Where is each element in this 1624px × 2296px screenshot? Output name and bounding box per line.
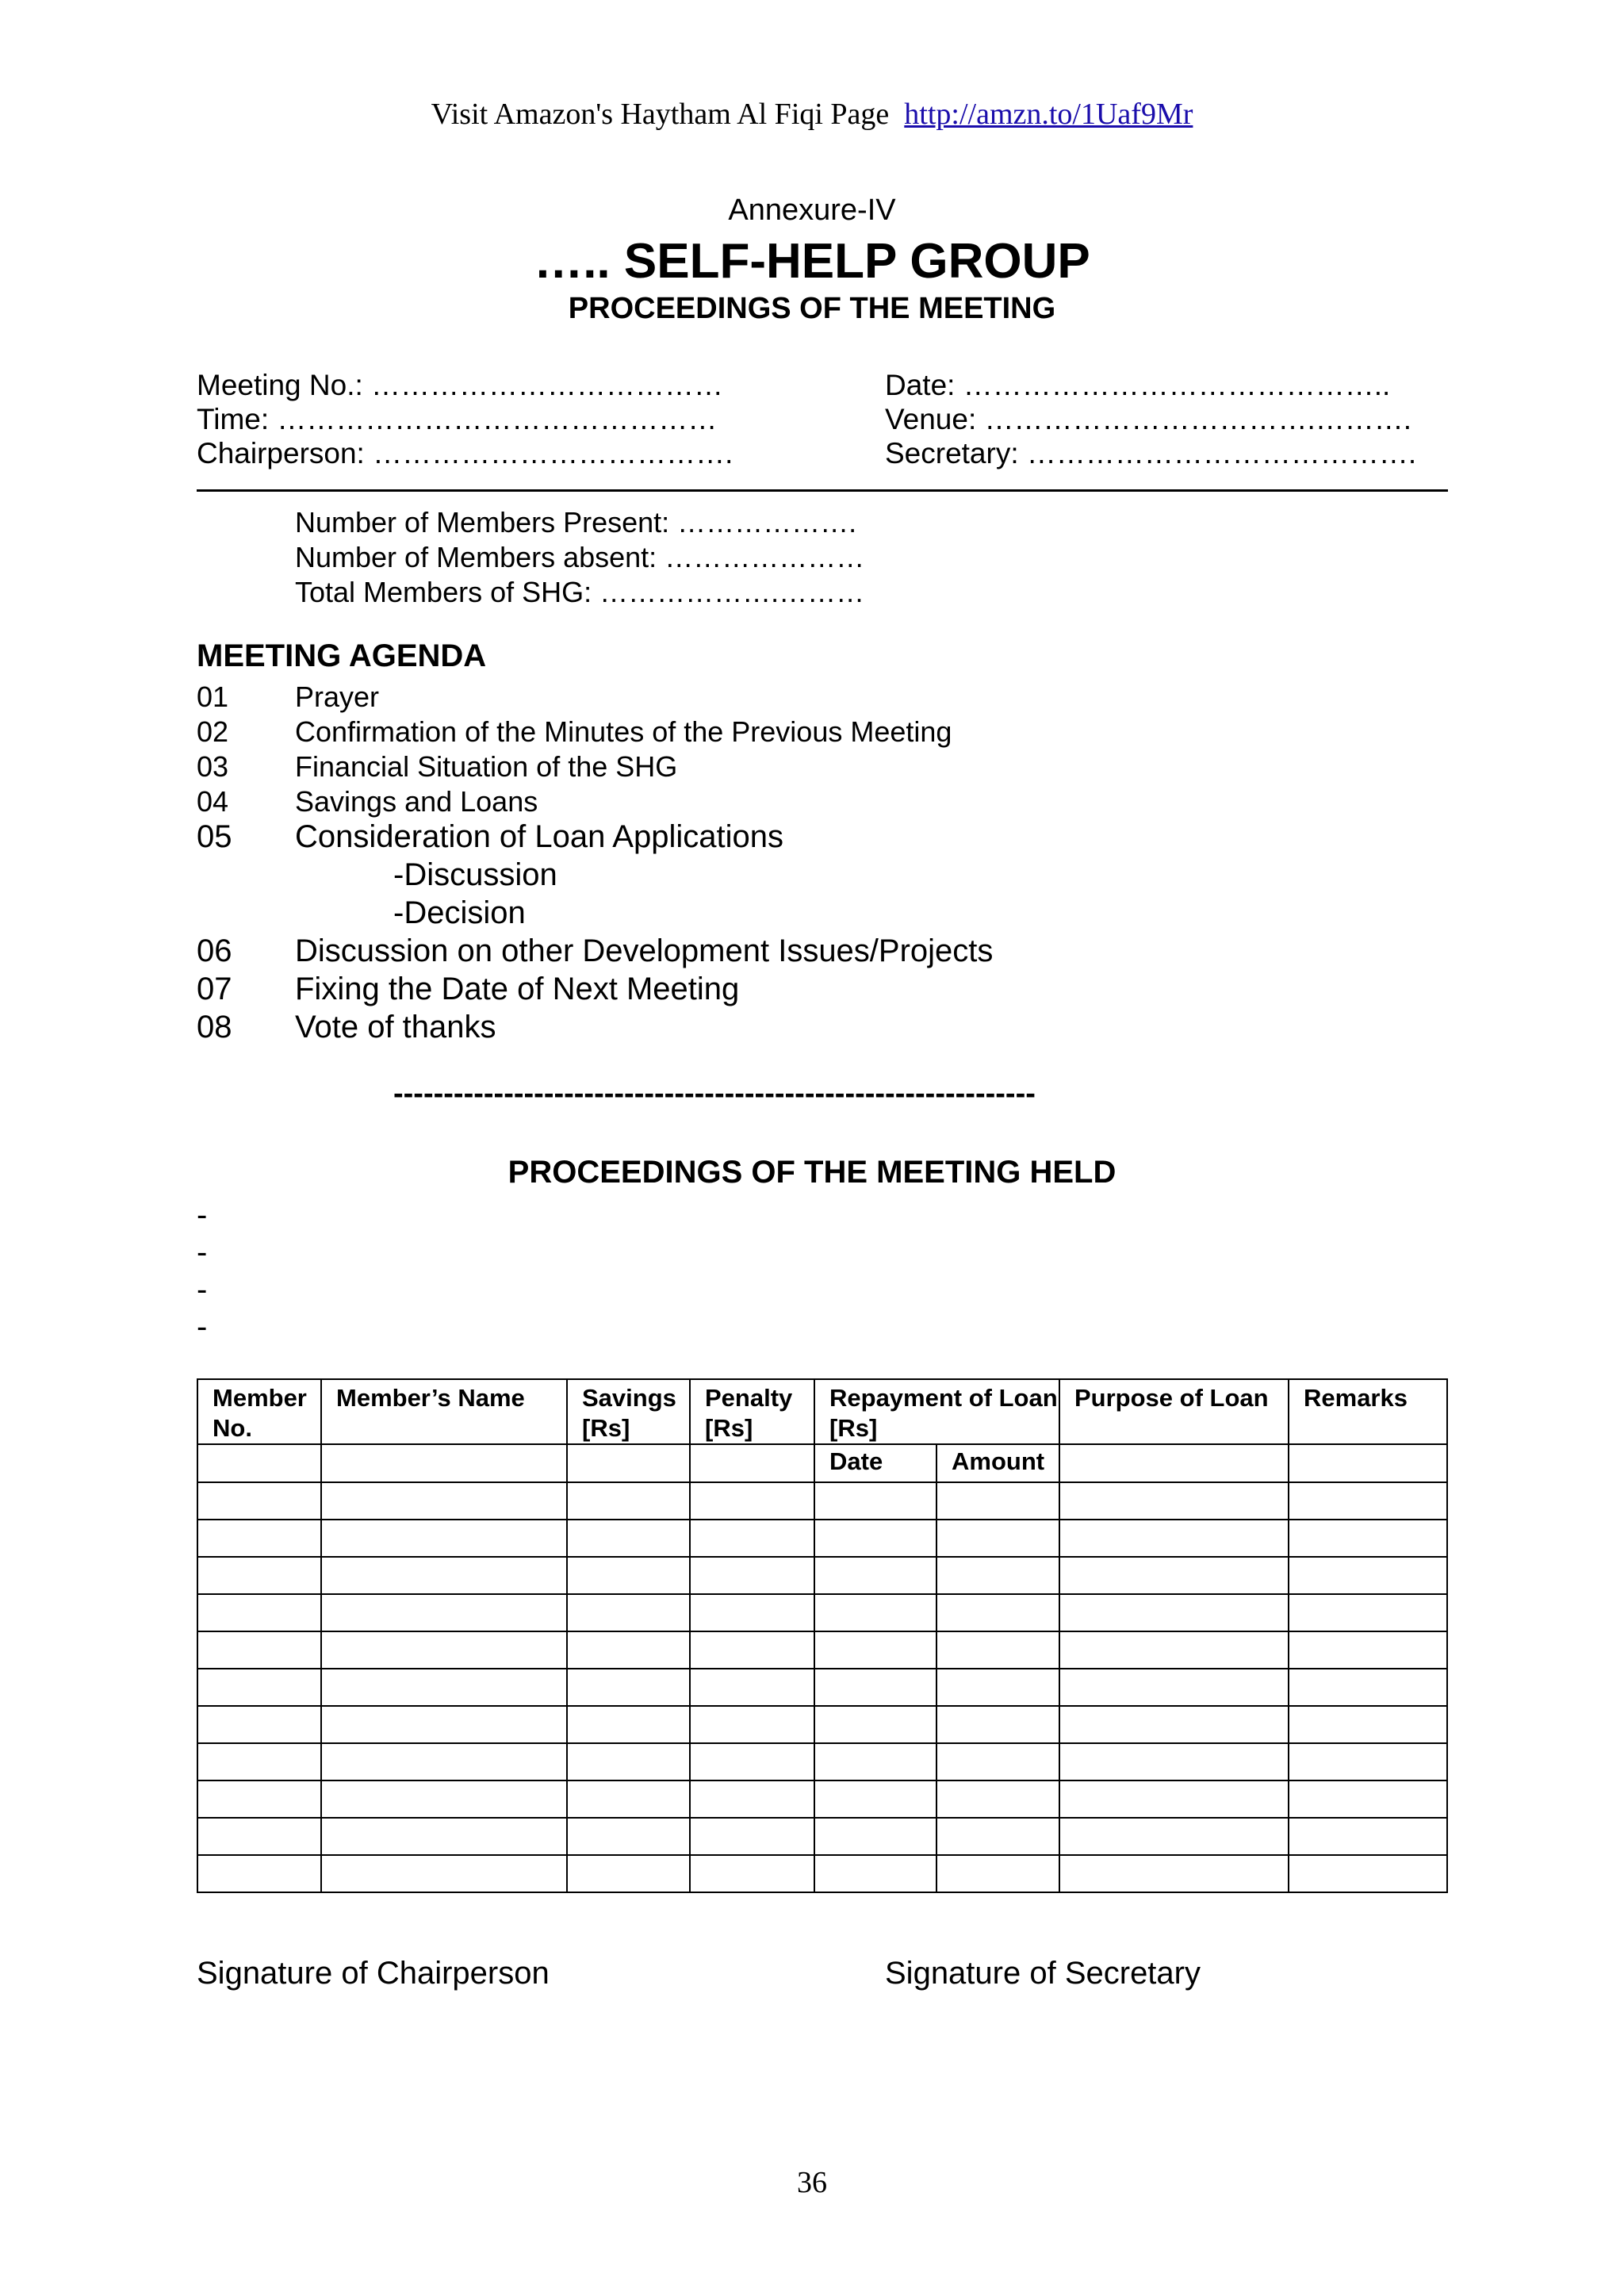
table-cell[interactable] bbox=[321, 1631, 567, 1669]
table-cell[interactable] bbox=[1059, 1594, 1289, 1631]
table-cell[interactable] bbox=[1059, 1444, 1289, 1482]
table-cell[interactable] bbox=[1059, 1557, 1289, 1594]
table-row bbox=[197, 1855, 1447, 1892]
table-header-row bbox=[197, 1379, 1447, 1444]
table-cell[interactable] bbox=[1059, 1855, 1289, 1892]
table-cell[interactable] bbox=[197, 1818, 321, 1855]
header-purpose: Purpose of Loan bbox=[1059, 1379, 1289, 1444]
table-cell[interactable] bbox=[197, 1594, 321, 1631]
agenda-number: 05 bbox=[197, 819, 232, 854]
table-cell[interactable] bbox=[814, 1520, 936, 1557]
table-cell[interactable] bbox=[1059, 1780, 1289, 1818]
agenda-subitem: -Decision bbox=[393, 895, 526, 930]
table-row bbox=[197, 1594, 1447, 1631]
table-cell[interactable] bbox=[1289, 1520, 1447, 1557]
table-cell[interactable] bbox=[321, 1594, 567, 1631]
table-cell[interactable] bbox=[690, 1557, 814, 1594]
member-table bbox=[197, 1378, 1448, 1893]
table-cell[interactable] bbox=[690, 1520, 814, 1557]
table-row bbox=[197, 1557, 1447, 1594]
bullet-line: - bbox=[197, 1272, 208, 1307]
table-cell[interactable] bbox=[690, 1594, 814, 1631]
table-cell[interactable] bbox=[567, 1706, 690, 1743]
table-row bbox=[197, 1706, 1447, 1743]
table-body bbox=[197, 1482, 1447, 1892]
bullet-line: - bbox=[197, 1309, 208, 1344]
table-cell[interactable] bbox=[814, 1706, 936, 1743]
table-row bbox=[197, 1631, 1447, 1669]
time-field: Time: ……………………………………… bbox=[197, 403, 718, 435]
agenda-number: 06 bbox=[197, 933, 232, 968]
table-cell[interactable] bbox=[936, 1520, 1059, 1557]
signature-chairperson: Signature of Chairperson bbox=[197, 1956, 550, 1991]
table-cell[interactable] bbox=[321, 1520, 567, 1557]
table-cell[interactable] bbox=[321, 1855, 567, 1892]
secretary-field: Secretary: …………………………………. bbox=[885, 437, 1417, 470]
table-cell[interactable] bbox=[814, 1669, 936, 1706]
table-cell[interactable] bbox=[197, 1444, 321, 1482]
table-cell[interactable] bbox=[197, 1855, 321, 1892]
table-row bbox=[197, 1669, 1447, 1706]
table-cell[interactable] bbox=[814, 1743, 936, 1780]
venue-field: Venue: …………………………….………. bbox=[885, 403, 1412, 435]
table-cell[interactable] bbox=[936, 1594, 1059, 1631]
table-cell[interactable] bbox=[1289, 1557, 1447, 1594]
table-cell[interactable] bbox=[814, 1780, 936, 1818]
table-cell[interactable] bbox=[567, 1855, 690, 1892]
header-prefix: Visit Amazon's Haytham Al Fiqi Page bbox=[431, 98, 890, 131]
table-row bbox=[197, 1482, 1447, 1520]
table-cell[interactable] bbox=[690, 1631, 814, 1669]
table-cell[interactable] bbox=[936, 1631, 1059, 1669]
table-cell[interactable] bbox=[321, 1482, 567, 1520]
table-cell[interactable] bbox=[1059, 1818, 1289, 1855]
table-cell[interactable] bbox=[321, 1780, 567, 1818]
table-cell[interactable] bbox=[690, 1855, 814, 1892]
table-cell[interactable] bbox=[1289, 1780, 1447, 1818]
agenda-subitem: -Discussion bbox=[393, 857, 557, 892]
table-cell[interactable] bbox=[1059, 1631, 1289, 1669]
table-cell[interactable] bbox=[197, 1743, 321, 1780]
table-cell[interactable] bbox=[936, 1482, 1059, 1520]
table-cell[interactable] bbox=[197, 1669, 321, 1706]
subheader-date: Date bbox=[814, 1444, 936, 1482]
table-cell[interactable] bbox=[567, 1482, 690, 1520]
table-cell[interactable] bbox=[321, 1818, 567, 1855]
table-cell[interactable] bbox=[936, 1706, 1059, 1743]
table-cell[interactable] bbox=[567, 1594, 690, 1631]
table-cell[interactable] bbox=[1289, 1594, 1447, 1631]
agenda-heading: MEETING AGENDA bbox=[197, 638, 487, 673]
table-cell[interactable] bbox=[814, 1557, 936, 1594]
table-cell[interactable] bbox=[567, 1631, 690, 1669]
table-row bbox=[197, 1743, 1447, 1780]
bullet-line: - bbox=[197, 1235, 208, 1270]
table-cell[interactable] bbox=[567, 1557, 690, 1594]
agenda-number: 07 bbox=[197, 972, 232, 1006]
header-member-no: Member No. bbox=[197, 1379, 321, 1444]
agenda-number: 08 bbox=[197, 1010, 232, 1045]
table-cell[interactable] bbox=[1059, 1482, 1289, 1520]
table-cell[interactable] bbox=[567, 1520, 690, 1557]
table-cell[interactable] bbox=[690, 1669, 814, 1706]
separator-line: ---------------------------------------------------------------- bbox=[393, 1077, 1036, 1110]
proceedings-held-heading: PROCEEDINGS OF THE MEETING HELD bbox=[508, 1155, 1116, 1190]
table-cell[interactable] bbox=[1289, 1706, 1447, 1743]
table-cell[interactable] bbox=[814, 1631, 936, 1669]
date-field: Date: …………………………………….. bbox=[885, 369, 1391, 401]
agenda-number: 01 bbox=[197, 680, 229, 713]
bullet-line: - bbox=[197, 1198, 208, 1232]
header-repayment: Repayment of Loan [Rs] bbox=[814, 1379, 1059, 1444]
table-cell[interactable] bbox=[321, 1669, 567, 1706]
table-cell[interactable] bbox=[567, 1444, 690, 1482]
table-cell[interactable] bbox=[1289, 1444, 1447, 1482]
amazon-link[interactable]: http://amzn.to/1Uaf9Mr bbox=[904, 98, 1193, 131]
table-cell[interactable] bbox=[690, 1482, 814, 1520]
agenda-number: 03 bbox=[197, 750, 229, 783]
table-cell[interactable] bbox=[567, 1669, 690, 1706]
table-cell[interactable] bbox=[1289, 1482, 1447, 1520]
table-cell[interactable] bbox=[1059, 1669, 1289, 1706]
table-cell[interactable] bbox=[197, 1482, 321, 1520]
table-cell[interactable] bbox=[1289, 1818, 1447, 1855]
table-cell[interactable] bbox=[197, 1557, 321, 1594]
table-cell[interactable] bbox=[814, 1482, 936, 1520]
table-cell[interactable] bbox=[321, 1706, 567, 1743]
members-present: Number of Members Present: ………………. bbox=[295, 506, 857, 539]
table-cell[interactable] bbox=[197, 1631, 321, 1669]
table-cell[interactable] bbox=[197, 1520, 321, 1557]
table-cell[interactable] bbox=[1289, 1743, 1447, 1780]
table-cell[interactable] bbox=[1289, 1669, 1447, 1706]
table-cell[interactable] bbox=[567, 1818, 690, 1855]
page-title: ….. SELF-HELP GROUP bbox=[534, 234, 1090, 289]
table-cell[interactable] bbox=[321, 1743, 567, 1780]
table-cell[interactable] bbox=[567, 1743, 690, 1780]
members-absent: Number of Members absent: ………………… bbox=[295, 541, 865, 573]
meeting-no-field: Meeting No.: ……………………………… bbox=[197, 369, 724, 401]
table-cell[interactable] bbox=[197, 1706, 321, 1743]
table-row bbox=[197, 1520, 1447, 1557]
page-subtitle: PROCEEDINGS OF THE MEETING bbox=[568, 292, 1056, 325]
table-cell[interactable] bbox=[814, 1594, 936, 1631]
header-line bbox=[0, 97, 1624, 132]
table-cell[interactable] bbox=[936, 1855, 1059, 1892]
table-cell[interactable] bbox=[1059, 1706, 1289, 1743]
signature-secretary: Signature of Secretary bbox=[885, 1956, 1201, 1991]
table-cell[interactable] bbox=[936, 1780, 1059, 1818]
header-remarks: Remarks bbox=[1289, 1379, 1447, 1444]
table-cell[interactable] bbox=[814, 1855, 936, 1892]
table-cell[interactable] bbox=[1059, 1743, 1289, 1780]
agenda-number: 02 bbox=[197, 715, 229, 748]
subheader-amount: Amount bbox=[936, 1444, 1059, 1482]
chairperson-field: Chairperson: ………………………………. bbox=[197, 437, 733, 470]
agenda-item: Savings and Loans bbox=[295, 785, 538, 818]
agenda-number: 04 bbox=[197, 785, 229, 818]
agenda-item: Discussion on other Development Issues/Projects bbox=[295, 933, 994, 968]
table-cell[interactable] bbox=[1289, 1855, 1447, 1892]
agenda-item: Confirmation of the Minutes of the Previous Meeting bbox=[295, 715, 952, 748]
table-cell[interactable] bbox=[1289, 1631, 1447, 1669]
table-cell[interactable] bbox=[936, 1669, 1059, 1706]
table-cell[interactable] bbox=[321, 1444, 567, 1482]
header-savings: Savings [Rs] bbox=[567, 1379, 690, 1444]
table-subheader-row bbox=[197, 1444, 1447, 1482]
members-total: Total Members of SHG: ……………….……… bbox=[295, 576, 865, 608]
agenda-item: Prayer bbox=[295, 680, 380, 713]
table-cell[interactable] bbox=[936, 1557, 1059, 1594]
header-penalty: Penalty [Rs] bbox=[690, 1379, 814, 1444]
table-row bbox=[197, 1818, 1447, 1855]
table-cell[interactable] bbox=[814, 1818, 936, 1855]
table-cell[interactable] bbox=[567, 1780, 690, 1818]
table-cell[interactable] bbox=[936, 1743, 1059, 1780]
header-member-name: Member’s Name bbox=[321, 1379, 567, 1444]
table-cell[interactable] bbox=[690, 1444, 814, 1482]
agenda-item: Financial Situation of the SHG bbox=[295, 750, 678, 783]
table-cell[interactable] bbox=[197, 1780, 321, 1818]
agenda-item: Fixing the Date of Next Meeting bbox=[295, 972, 740, 1006]
table-cell[interactable] bbox=[690, 1780, 814, 1818]
table-cell[interactable] bbox=[1059, 1520, 1289, 1557]
table-cell[interactable] bbox=[690, 1706, 814, 1743]
table-cell[interactable] bbox=[690, 1743, 814, 1780]
table-cell[interactable] bbox=[936, 1818, 1059, 1855]
agenda-item: Consideration of Loan Applications bbox=[295, 819, 783, 854]
table-row bbox=[197, 1780, 1447, 1818]
agenda-item: Vote of thanks bbox=[295, 1010, 496, 1045]
table-cell[interactable] bbox=[321, 1557, 567, 1594]
page-number: 36 bbox=[797, 2166, 827, 2199]
annexure-label: Annexure-IV bbox=[728, 194, 896, 227]
divider bbox=[197, 489, 1448, 492]
table-cell[interactable] bbox=[690, 1818, 814, 1855]
